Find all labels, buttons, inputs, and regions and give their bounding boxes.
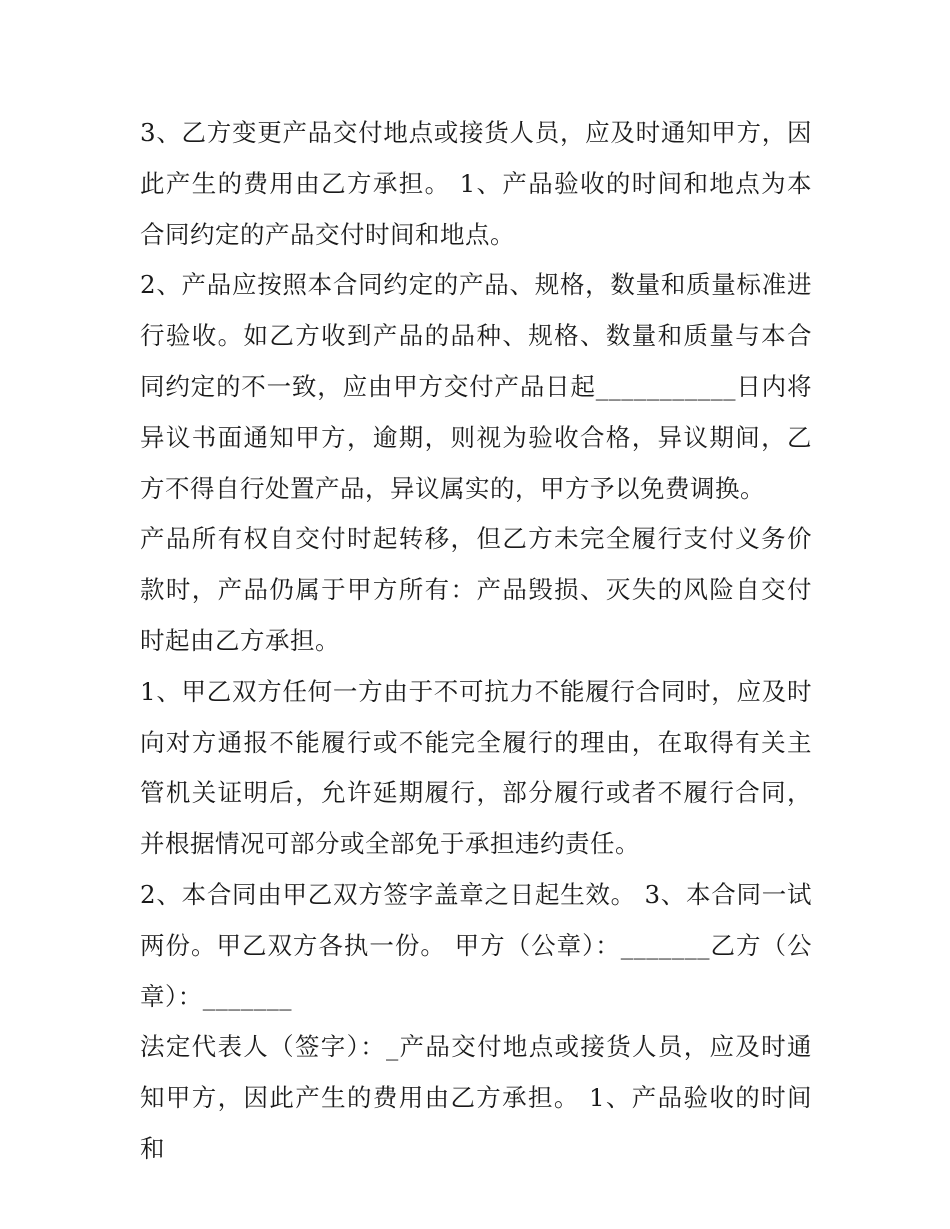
paragraph-acceptance-inspection: 2、产品应按照本合同约定的产品、规格，数量和质量标准进行验收。如乙方收到产品的品种、规格、数量和质量与本合同约定的不一致，应由甲方交付产品日起___________日内将异议书面通知甲方，逾期，则视为验收合格，异议期间，乙方不得自行处置产品，异议属实的，甲方予以免费调换。 bbox=[140, 270, 812, 503]
paragraph-effectiveness-signatures: 2、本合同由甲乙双方签字盖章之日起生效。 3、本合同一试两份。甲乙双方各执一份。 甲方（公章）：_______乙方（公章）：_______ bbox=[140, 879, 812, 1011]
paragraph-ownership-transfer: 产品所有权自交付时起转移，但乙方未完全履行支付义务价款时，产品仍属于甲方所有：产品毁损、灭失的风险自交付时起由乙方承担。 bbox=[140, 524, 812, 655]
paragraph-legal-representative: 法定代表人（签字）：_产品交付地点或接货人员，应及时通知甲方，因此产生的费用由乙方承担。 1、产品验收的时间和 bbox=[140, 1032, 812, 1163]
paragraph-delivery-change: 3、乙方变更产品交付地点或接货人员，应及时通知甲方，因此产生的费用由乙方承担。 1、产品验收的时间和地点为本合同约定的产品交付时间和地点。 bbox=[140, 118, 812, 249]
document-body bbox=[140, 108, 812, 1175]
paragraph-force-majeure: 1、甲乙双方任何一方由于不可抗力不能履行合同时，应及时向对方通报不能履行或不能完全履行的理由，在取得有关主管机关证明后，允许延期履行，部分履行或者不履行合同，并根据情况可部分或全部免于承担违约责任。 bbox=[140, 676, 812, 859]
